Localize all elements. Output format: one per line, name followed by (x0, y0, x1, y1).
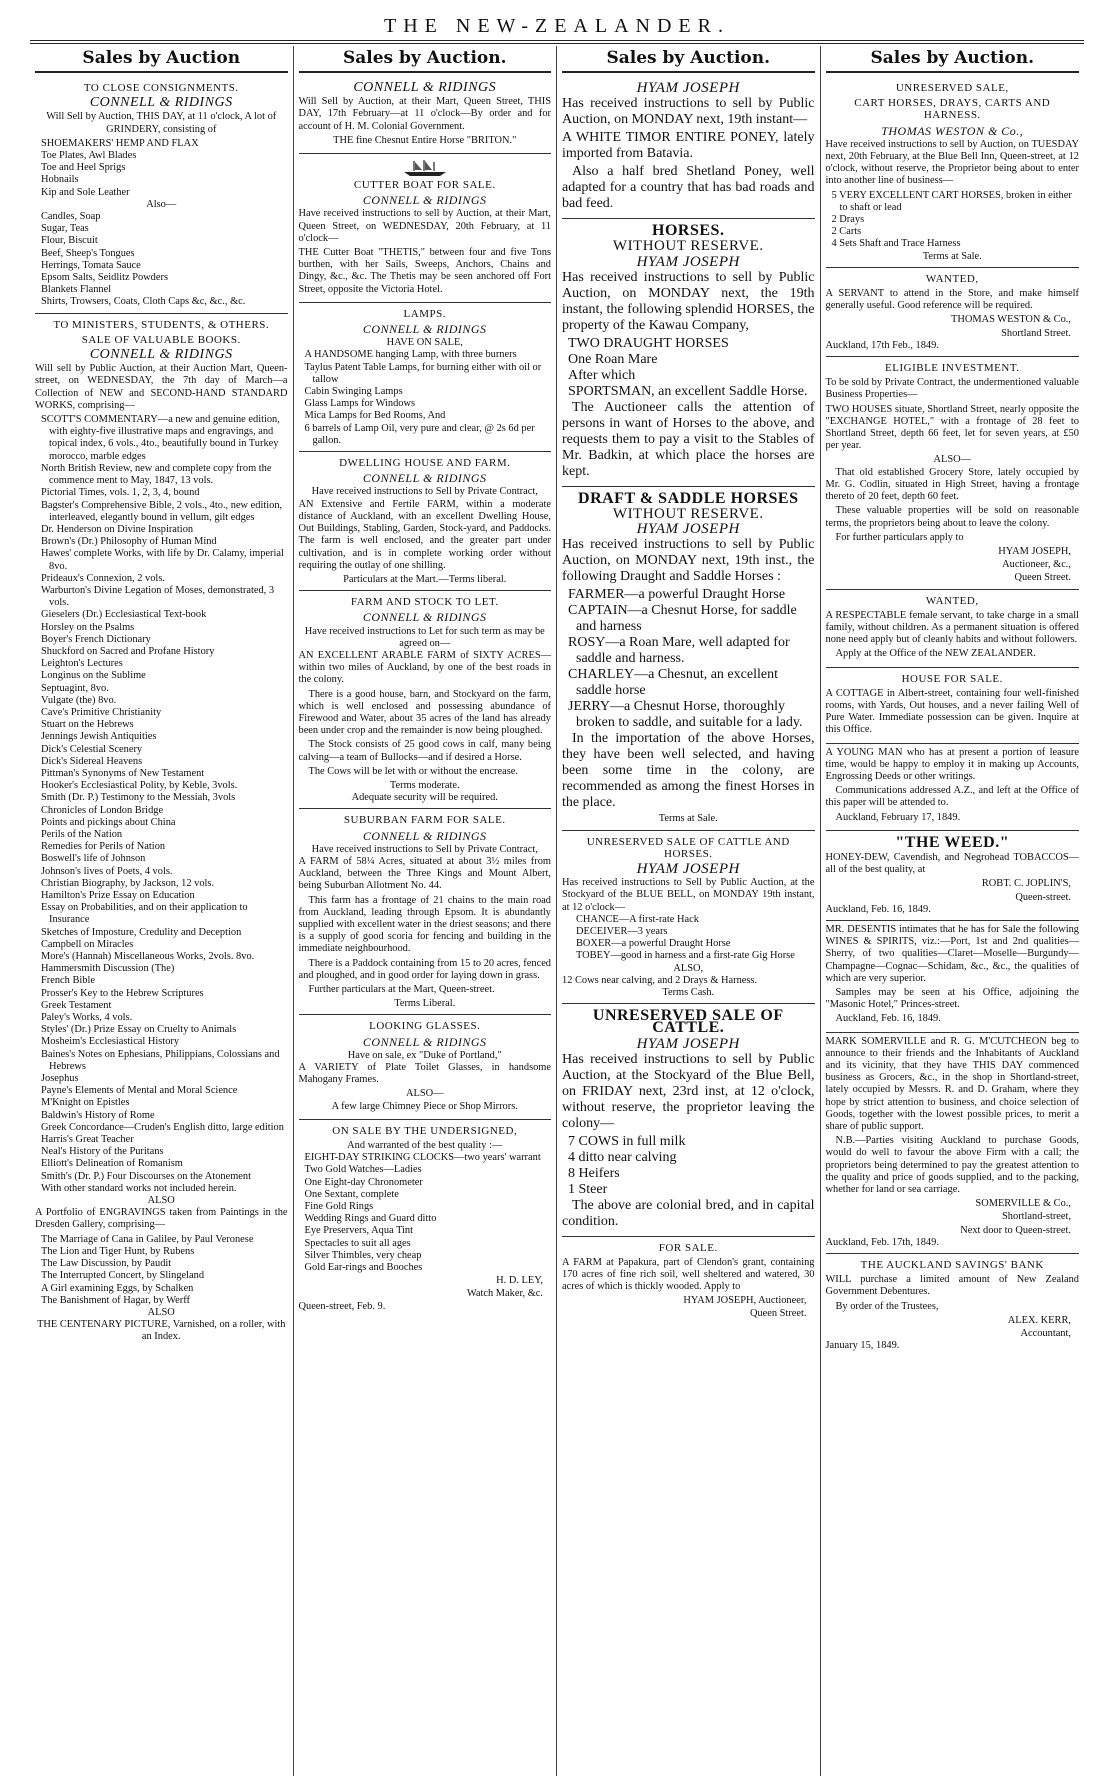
ad-title: ELIGIBLE INVESTMENT. (885, 362, 1020, 375)
ad-intro: Has received instructions to sell by Public Auction, at the Stockyard of the Blue Bell, on FRIDAY next, 23rd inst, at 12 o'clock, without reserve, the proprietor leaving the colony— (562, 1051, 815, 1131)
ad-subtitle: SALE OF VALUABLE BOOKS. (81, 333, 241, 346)
lamp-item: 6 barrels of Lamp Oil, very pure and clear, @ 2s 6d per gallon. (304, 422, 535, 446)
column-4 (821, 46, 1085, 1776)
book-item: French Bible (41, 975, 95, 987)
signature: HYAM JOSEPH, Auctioneer, (683, 1294, 807, 1306)
column-heading: Sales by Auction. (826, 46, 1080, 73)
ad-cart-horses (826, 77, 1080, 268)
ad-subtitle: And warranted of the best quality :— (347, 1140, 503, 1152)
engraving-item: The Banishment of Hagar, by Werff (41, 1294, 190, 1306)
horse-item: BOXER—a powerful Draught Horse (576, 938, 731, 950)
signature: Watch Maker, &c. (466, 1288, 543, 1300)
signature: SOMERVILLE & Co., (975, 1198, 1071, 1210)
horse-item: JERRY—a Chesnut Horse, thoroughly broken to saddle, and suitable for a lady. (568, 699, 803, 731)
ad-text: TWO HOUSES situate, Shortland Street, nearly opposite the "EXCHANGE HOTEL," with a frontage of 28 feet to Shortland Street, depth 66 feet, let for seven years, at £50 per year. (825, 403, 1079, 452)
book-item: Styles' (Dr.) Prize Essay on Cruelty to Animals (41, 1024, 237, 1036)
list-item: Candles, Soap (41, 211, 101, 223)
book-item: Essay on Probabilities, and on their application to Insurance (41, 902, 248, 926)
signature: Shortland-street, (1002, 1211, 1071, 1223)
ad-intro: Have received instructions to Sell by Private Contract, (311, 486, 538, 498)
lamp-item: A HANDSOME hanging Lamp, with three burners (304, 349, 517, 361)
book-item: Perils of the Nation (41, 828, 123, 840)
ad-intro: To be sold by Private Contract, the undermentioned valuable Business Properties— (825, 377, 1079, 401)
column-heading: Sales by Auction (35, 46, 288, 73)
ad-wanted-servant (826, 268, 1080, 357)
auctioneer: CONNELL & RIDINGS (362, 828, 487, 843)
clock-item: One Sextant, complete (304, 1188, 399, 1200)
horse-item: FARMER—a powerful Draught Horse (568, 587, 786, 603)
auctioneer: HYAM JOSEPH (636, 861, 740, 878)
ad-title: FOR SALE. (658, 1241, 718, 1254)
engraving-item: A Girl examining Eggs, by Schalken (41, 1282, 194, 1294)
ad-text: 12 Cows near calving, and 2 Drays & Harness. (562, 974, 758, 986)
book-item: Leighton's Lectures (41, 658, 123, 670)
ad-text: WILL purchase a limited amount of New Zealand Government Debentures. (825, 1274, 1079, 1298)
ship-icon (400, 159, 450, 177)
book-item: M'Knight on Epistles (41, 1097, 130, 1109)
column-1 (30, 46, 294, 1776)
book-item: Septuagint, 8vo. (41, 682, 109, 694)
auctioneer: CONNELL & RIDINGS (353, 80, 497, 95)
ad-text: Communications addressed A.Z., and left at the Office of this paper will be attended to. (825, 785, 1079, 809)
ad-foot: Terms Cash. (662, 987, 715, 999)
list-item: Kip and Sole Leather (41, 186, 130, 198)
list-item: Shirts, Trowsers, Coats, Cloth Caps &c, &c., &c. (41, 296, 246, 308)
ad-text: The Auctioneer calls the attention of persons in want of Horses to the above, and requests them to pay a visit to the Stables of Mr. Badkin, at which place the horses are kept. (562, 399, 815, 479)
book-item: Boswell's life of Johnson (41, 853, 146, 865)
ad-briton-horse (299, 77, 552, 154)
clock-item: Spectacles to suit all ages (304, 1237, 411, 1249)
ad-dwelling-house (299, 452, 552, 591)
cattle-item: 8 Heifers (568, 1165, 620, 1181)
book-item: Horsley on the Psalms (41, 621, 135, 633)
book-item: Hammersmith Discussion (The) (41, 963, 175, 975)
auctioneer: HYAM JOSEPH (636, 521, 740, 538)
ad-cattle-horses (562, 831, 815, 1005)
ad-title: DRAFT & SADDLE HORSES (578, 489, 799, 507)
auctioneer: CONNELL & RIDINGS (89, 95, 233, 111)
book-item: Warburton's Divine Legation of Moses, demonstrated, 3 vols. (41, 584, 275, 609)
ad-title: CUTTER BOAT FOR SALE. (353, 179, 496, 192)
book-item: Harris's Great Teacher (41, 1134, 134, 1146)
column-heading: Sales by Auction. (562, 46, 815, 73)
ad-horses (562, 219, 815, 487)
auctioneer: THOMAS WESTON & Co., (881, 123, 1024, 138)
ad-title: HORSES. (652, 222, 725, 240)
ad-title: ON SALE BY THE UNDERSIGNED, (332, 1124, 518, 1137)
ad-text: Have received instructions to sell by Auction, at their Mart, Queen Street, on WEDNESDAY, 20th February, at 11 o'clock— (298, 208, 551, 244)
book-item: North British Review, new and complete copy from the commence ment to May, 1847, 13 vols. (41, 462, 272, 487)
ad-suburban-farm (299, 809, 552, 1015)
ad-intro: Have received instructions to Sell by Private Contract, (311, 843, 538, 855)
ad-text: MARK SOMERVILLE and R. G. M'CUTCHEON beg to announce to their friends and the Inhabitants of Auckland and its vicinity, that they have THIS DAY commenced business as Grocers, &c., in the shop in Shortland-street, lately occupied by Messrs. R. and D. Graham, where they hope by strict attention to business, and choice selection of Goods, together with the lowest possible prices, to merit a share of public support. (825, 1035, 1079, 1133)
ad-text: The Cows will be let with or without the encrease. (308, 765, 518, 777)
book-item: Elliott's Delineation of Romanism (41, 1158, 183, 1170)
also-label: ALSO— (933, 454, 972, 466)
signature: Queen-street. (1015, 891, 1071, 903)
cattle-item: 7 COWS in full milk (568, 1133, 686, 1149)
ad-farm-papakura (562, 1237, 815, 1324)
ad-subtitle: CART HORSES, DRAYS, CARTS AND HARNESS. (854, 97, 1051, 122)
ad-text: For further particulars apply to (835, 531, 964, 543)
book-item: SCOTT'S COMMENTARY—a new and genuine edition, with eighty-five illustrative maps and engravings, and topical index, 6 vols., 4to., beautifully bound in Turkey morocco, marble edges (41, 414, 280, 462)
signature: Queen Street. (749, 1307, 807, 1319)
auctioneer: HYAM JOSEPH (636, 80, 740, 96)
book-item: Chronicles of London Bridge (41, 804, 164, 816)
book-item: Paley's Works, 4 vols. (41, 1012, 133, 1024)
ad-title: TO MINISTERS, STUDENTS, & OTHERS. (53, 318, 270, 331)
portfolio-text: A Portfolio of ENGRAVINGS taken from Paintings in the Dresden Gallery, comprising— (35, 1207, 288, 1231)
horse-item: CAPTAIN—a Chesnut Horse, for saddle and harness (568, 603, 797, 635)
clock-item: Eye Preservers, Aqua Tint (304, 1225, 414, 1237)
also-label: ALSO— (405, 1088, 444, 1100)
book-item: Prosser's Key to the Hebrew Scriptures (41, 987, 204, 999)
ad-title: DWELLING HOUSE AND FARM. (339, 457, 511, 470)
engraving-item: The Marriage of Cana in Galilee, by Paul Veronese (41, 1233, 254, 1245)
cattle-item: 1 Steer (568, 1181, 608, 1197)
ad-cutter-boat (299, 154, 552, 303)
horse-item: CHARLEY—a Chesnut, an excellent saddle horse (568, 667, 778, 699)
ad-text: A few large Chimney Piece or Shop Mirrors. (331, 1100, 518, 1112)
book-item: Pictorial Times, vols. 1, 2, 3, 4, bound (41, 487, 200, 499)
ad-text: A YOUNG MAN who has at present a portion of leasure time, would be happy to employ it in making up Accounts, Engrossing Deeds or other writings. (825, 746, 1079, 782)
ad-text: Samples may be seen at his Office, adjoining the "Masonic Hotel," Princes-street. (825, 987, 1079, 1011)
list-item: 2 Drays (831, 214, 865, 226)
auctioneer: CONNELL & RIDINGS (89, 347, 233, 363)
dateline: Auckland, 17th Feb., 1849. (825, 339, 939, 351)
ad-lamps (299, 303, 552, 452)
book-item: Dick's Sidereal Heavens (41, 755, 143, 767)
book-item: Josephus (41, 1073, 79, 1085)
ad-foot: Particulars at the Mart.—Terms liberal. (343, 573, 507, 585)
horse-item: One Roan Mare (568, 351, 658, 367)
horse-item: DECEIVER—3 years (576, 926, 668, 938)
book-item: Stuart on the Hebrews (41, 719, 134, 731)
book-item: With other standard works not included herein. (41, 1182, 237, 1194)
ad-text: N.B.—Parties visiting Auckland to purchase Goods, would do well to favour the above Firm with a call; the proprietors being determined to pay the greatest attention to the quality and price of goods supplied, and to the packing, whether for land or sea carriage. (825, 1135, 1079, 1196)
ad-intro: Has received instructions to sell by Public Auction, on MONDAY next, the 19th instant, the following splendid HORSES, the property of the Kawau Company, (562, 269, 815, 333)
list-item: Herrings, Tomata Sauce (41, 259, 141, 271)
auctioneer: CONNELL & RIDINGS (362, 610, 487, 625)
list-item: Hobnails (41, 174, 79, 186)
ad-title: UNRESERVED SALE OF CATTLE. (592, 1007, 784, 1037)
also-label: ALSO, (673, 962, 704, 974)
ad-text: Apply at the Office of the NEW ZEALANDER. (835, 648, 1036, 660)
lamp-item: Mica Lamps for Bed Rooms, And (304, 410, 446, 422)
ad-title: "THE WEED." (895, 833, 1010, 851)
ad-foot: Terms at Sale. (922, 250, 982, 262)
book-item: Campbell on Miracles (41, 938, 134, 950)
dateline: Auckland, Feb. 16, 1849. (825, 903, 931, 915)
book-item: Smith (Dr. P.) Testimony to the Messiah, 3vols (41, 792, 236, 804)
ad-text: A VARIETY of Plate Toilet Glasses, in handsome Mahogany Frames. (298, 1062, 551, 1086)
ad-clocks (299, 1120, 552, 1317)
book-item: Pittman's Synonyms of New Testament (41, 767, 205, 779)
book-item: Remedies for Perils of Nation (41, 841, 166, 853)
ad-text: That old established Grocery Store, lately occupied by Mr. G. Codlin, situated in High Street, having a frontage thereto of 20 feet, depth 60 feet. (825, 466, 1079, 503)
engraving-item: The Law Discussion, by Paudit (41, 1258, 172, 1270)
book-item: Smith's (Dr. P.) Four Discourses on the Atonement (41, 1170, 251, 1182)
ad-foot: Terms moderate. (389, 779, 460, 791)
book-item: Shuckford on Sacred and Profane History (41, 645, 215, 657)
ad-text: HONEY-DEW, Cavendish, and Negrohead TOBACCOS—all of the best quality, at (825, 851, 1079, 876)
signature: Accountant, (1020, 1328, 1071, 1340)
ad-intro: Has received instructions to sell by Public Auction, on MONDAY next, 19th inst., the following Draught and Saddle Horses : (562, 537, 815, 585)
ad-text: The above are colonial bred, and in capital condition. (562, 1197, 815, 1229)
ad-text: AN Extensive and Fertile FARM, within a moderate distance of Auckland, with an excellent Dwelling House, Out Buildings, Stabling, Garden, Stock-yard, and Paddocks. The farm is well enclosed, and the greater part under cultivation, and is in complete working order without requiring the outlay of one shilling. (298, 498, 551, 571)
ad-title: HOUSE FOR SALE. (901, 672, 1003, 685)
ad-text: The Stock consists of 25 good cows in calf, many being calving—a team of Bullocks—and if desired a Horse. (298, 739, 551, 763)
ad-note: HAVE ON SALE, (386, 337, 463, 349)
list-item: Beef, Sheep's Tongues (41, 247, 135, 259)
ad-text: A FARM at Papakura, part of Clendon's grant, containing 170 acres of fine rich soil, well sheltered and watered, 30 acres of which is thickly wooded. Apply to (562, 1257, 815, 1293)
list-item: Blankets Flannel (41, 284, 112, 296)
signature: THOMAS WESTON & Co., (951, 314, 1071, 326)
ad-intro: Have on sale, ex "Duke of Portland," (347, 1049, 502, 1061)
book-item: Payne's Elements of Mental and Moral Science (41, 1085, 238, 1097)
book-item: Boyer's French Dictionary (41, 633, 151, 645)
ad-foot: Terms Liberal. (394, 998, 456, 1010)
ad-text: These valuable properties will be sold on reasonable terms, the proprietors being about to leave the colony. (825, 505, 1079, 529)
lamp-item: Cabin Swinging Lamps (304, 386, 403, 398)
ad-title: SUBURBAN FARM FOR SALE. (343, 814, 506, 827)
list-item: Toe Plates, Awl Blades (41, 150, 137, 162)
book-item: Prideaux's Connexion, 2 vols. (41, 572, 165, 584)
ad-text: MR. DESENTIS intimates that he has for Sale the following WINES & SPIRITS, viz.:—Port, 1st and 2nd qualities—Sherry, of two qualities—Claret—Moselle—Burgundy—Champagne—Cognac—Schidam, &c., &c., the qualities of which are very superior. (825, 923, 1079, 984)
ad-desentis-wines (826, 921, 1080, 1033)
book-item: Hawes' complete Works, with life by Dr. Calamy, imperial 8vo. (41, 548, 284, 572)
signature: ROBT. C. JOPLIN'S, (981, 878, 1071, 890)
cattle-item: 4 ditto near calving (568, 1149, 677, 1165)
clock-item: Gold Ear-rings and Booches (304, 1262, 423, 1274)
dateline: Auckland, February 17, 1849. (835, 811, 961, 823)
ad-subtitle: WITHOUT RESERVE. (612, 238, 764, 255)
ad-foot: Terms at Sale. (658, 813, 718, 825)
signature: H. D. LEY, (496, 1275, 543, 1287)
book-item: Vulgate (the) 8vo. (41, 694, 117, 706)
ad-intro: Will Sell by Auction, THIS DAY, at 11 o'clock, A lot of GRINDERY, consisting of (46, 111, 277, 135)
book-item: More's (Hannah) Miscellaneous Works, 2vols. 8vo. (41, 951, 255, 963)
masthead-rule (30, 40, 1084, 44)
column-3 (557, 46, 821, 1776)
book-item: Baines's Notes on Ephesians, Philippians, Colossians and Hebrews (41, 1048, 280, 1072)
book-item: Cave's Primitive Christianity (41, 706, 162, 718)
ad-foot: Adequate security will be required. (351, 792, 498, 804)
ad-text: A COTTAGE in Albert-street, containing four well-finished rooms, with Yards, Out houses, and a never failing Well of Pure Water. Immediate possession can be given. Inquire at this Office. (825, 687, 1079, 736)
book-item: Hooker's Ecclesiastical Polity, by Keble, 3vols. (41, 780, 238, 792)
picture-text: THE CENTENARY PICTURE, Varnished, on a roller, with an Index. (37, 1319, 286, 1343)
ad-text: Also a half bred Shetland Poney, well adapted for a country that has bad roads and bad feed. (562, 164, 815, 212)
ad-title: THE AUCKLAND SAVINGS' BANK (860, 1259, 1044, 1272)
ad-eligible-investment (826, 357, 1080, 589)
book-item: Gieselers (Dr.) Ecclesiastical Text-book (41, 609, 207, 621)
ad-title: LOOKING GLASSES. (369, 1020, 481, 1033)
signature: Auctioneer, &c., (1002, 559, 1071, 571)
dateline: January 15, 1849. (825, 1340, 900, 1352)
signature: ALEX. KERR, (1007, 1314, 1071, 1326)
ad-text: AN EXCELLENT ARABLE FARM of SIXTY ACRES—within two miles of Auckland, by one of the best roads in the colony. (298, 649, 551, 686)
book-item: Neal's History of the Puritans (41, 1146, 164, 1158)
book-item: Brown's (Dr.) Philosophy of Human Mind (41, 536, 217, 548)
dateline: Auckland, Feb. 17th, 1849. (825, 1236, 939, 1248)
ad-close-consignments (35, 77, 288, 314)
ad-the-weed (826, 831, 1080, 921)
auctioneer: HYAM JOSEPH (636, 253, 740, 270)
ad-text: A WHITE TIMOR ENTIRE PONEY, lately imported from Batavia. (562, 130, 815, 162)
column-2 (294, 46, 558, 1776)
also-label: ALSO (147, 1306, 175, 1318)
ad-somerville (826, 1033, 1080, 1254)
ad-text: A RESPECTABLE female servant, to take charge in a small family, without children. As a permanent situation is offered none need apply but of cleanly habits and without followers. (825, 609, 1079, 646)
ad-text: A FARM of 58¼ Acres, situated at about 3½ miles from Auckland, between the Three Kings and Mount Albert, being Suburban Allotment No. 44. (298, 855, 551, 892)
clock-item: One Eight-day Chronometer (304, 1176, 423, 1188)
list-item: SHOEMAKERS' HEMP AND FLAX (41, 137, 199, 149)
ad-subtitle: WITHOUT RESERVE. (612, 506, 764, 523)
ad-text: Further particulars at the Mart, Queen-street. (308, 984, 495, 995)
ad-title: WANTED, (925, 272, 979, 285)
ad-title: FARM AND STOCK TO LET. (350, 596, 499, 609)
column-heading: Sales by Auction. (299, 46, 552, 73)
ad-text: By order of the Trustees, (835, 1300, 939, 1312)
engraving-item: The Interrupted Concert, by Slingeland (41, 1270, 205, 1282)
clock-item: Two Gold Watches—Ladies (304, 1164, 422, 1176)
ad-valuable-books (35, 314, 288, 1348)
ad-item: THE fine Chesnut Entire Horse "BRITON." (333, 134, 517, 146)
ad-title: WANTED, (925, 594, 979, 607)
lamp-item: Taylus Patent Table Lamps, for burning either with oil or tallow (304, 361, 542, 385)
ad-text: There is a Paddock containing from 15 to 20 acres, fenced and ploughed, and in good order for laying down in grass. (298, 957, 551, 981)
also-label: ALSO (147, 1195, 175, 1207)
signature: Next door to Queen-street. (960, 1224, 1071, 1236)
list-item: Toe and Heel Sprigs (41, 162, 126, 174)
ad-intro: Have received instructions to Let for such term as may be agreed on— (304, 625, 545, 649)
book-item: Dr. Henderson on Divine Inspiration (41, 523, 194, 535)
ad-wanted-female (826, 590, 1080, 668)
book-item: Christian Biography, by Jackson, 12 vols. (41, 877, 215, 889)
ad-house-for-sale (826, 668, 1080, 744)
auctioneer: CONNELL & RIDINGS (362, 1034, 487, 1049)
signature: Shortland Street. (1001, 327, 1071, 339)
ad-text: In the importation of the above Horses, they have been well selected, and having been some time in the colony, are recommended as among the finest Horses in the place. (562, 731, 815, 811)
dateline: Queen-street, Feb. 9. (298, 1300, 386, 1312)
list-item: Sugar, Teas (41, 223, 89, 235)
horse-item: After which (568, 367, 636, 383)
ad-draft-saddle-horses (562, 487, 815, 831)
book-item: Johnson's lives of Poets, 4 vols. (41, 865, 173, 877)
signature: HYAM JOSEPH, (998, 545, 1071, 557)
ad-title: UNRESERVED SALE OF CATTLE AND HORSES. (586, 835, 790, 860)
ad-text: A SERVANT to attend in the Store, and make himself generally useful. Good reference will be required. (825, 288, 1079, 312)
book-item: Sketches of Imposture, Credulity and Deception (41, 926, 242, 938)
list-item: 5 VERY EXCELLENT CART HORSES, broken in either to shaft or lead (831, 189, 1072, 213)
ad-title: TO CLOSE CONSIGNMENTS. (83, 82, 239, 94)
ad-intro: Has received instructions to sell by Public Auction, on MONDAY next, 19th instant— (562, 96, 815, 128)
ad-text: There is a good house, barn, and Stockyard on the farm, which is well enclosed and possessing abundance of Firewood and Water, about 35 acres of the land has already been under crop and the remainder is now being ploughed. (298, 688, 551, 737)
horse-item: SPORTSMAN, an excellent Saddle Horse. (568, 383, 808, 399)
book-item: Dick's Celestial Scenery (41, 743, 143, 755)
columns (30, 46, 1084, 1776)
clock-item: Wedding Rings and Guard ditto (304, 1213, 437, 1225)
ad-intro: Have received instructions to sell by Auction, on TUESDAY next, 20th February, at the Blue Bell Inn, Queen-street, at 12 o'clock, without reserve, the Proprietor being about to enter into another line of business— (825, 138, 1079, 187)
ad-title: UNRESERVED SALE, (895, 82, 1009, 94)
ad-intro: Has received instructions to Sell by Public Auction, at the Stockyard of the BLUE BELL, on MONDAY 19th instant, at 12 o'clock— (562, 877, 815, 913)
ad-looking-glasses (299, 1015, 552, 1119)
list-item: Flour, Biscuit (41, 235, 98, 247)
book-item: Greek Testament (41, 999, 112, 1011)
dateline: Auckland, Feb. 16, 1849. (835, 1013, 941, 1025)
ad-text: Will Sell by Auction, at their Mart, Queen Street, THIS DAY, 17th February—at 11 o'clock—By order and for account of H. M. Colonial Government. (298, 96, 551, 132)
horse-item: CHANCE—A first-rate Hack (576, 913, 699, 925)
book-item: Bagster's Comprehensive Bible, 2 vols., 4to., new edition, interleaved, elegantly bound in vellum, gilt edges (41, 499, 283, 523)
clock-item: Fine Gold Rings (304, 1201, 374, 1213)
horse-item: TWO DRAUGHT HORSES (568, 335, 729, 351)
ad-title: LAMPS. (403, 307, 446, 320)
clock-item: Silver Thimbles, very cheap (304, 1249, 422, 1261)
auctioneer: CONNELL & RIDINGS (362, 322, 487, 337)
ad-cattle (562, 1004, 815, 1237)
horse-item: ROSY—a Roan Mare, well adapted for saddle and harness. (568, 635, 790, 667)
auctioneer: CONNELL & RIDINGS (362, 471, 487, 486)
auctioneer: CONNELL & RIDINGS (362, 193, 487, 208)
ad-timor-poney (562, 77, 815, 219)
book-item: Points and pickings about China (41, 816, 176, 828)
ad-farm-to-let (299, 591, 552, 809)
book-item: Longinus on the Sublime (41, 670, 146, 682)
list-item: 4 Sets Shaft and Trace Harness (831, 238, 961, 250)
ad-savings-bank (826, 1254, 1080, 1356)
book-item: Baldwin's History of Rome (41, 1109, 155, 1121)
ad-intro: Will sell by Public Auction, at their Auction Mart, Queen-street, on WEDNESDAY, the 7th day of March—a Collection of NEW and SECOND-HAND STANDARD WORKS, comprising— (35, 363, 288, 411)
list-item: Epsom Salts, Seidlitz Powders (41, 272, 168, 284)
book-item: Hamilton's Prize Essay on Education (41, 890, 195, 901)
list-item: 2 Carts (831, 226, 862, 238)
ad-young-man (826, 744, 1080, 831)
signature: Queen Street. (1014, 572, 1071, 584)
ad-body: THE Cutter Boat "THETIS," between four and five Tons burthen, with her Sails, Sweeps, Anchors, Chains and Dingy, &c., &c. The Thetis may be seen anchored off Fort Street, opposite the Victoria Hotel. (298, 247, 551, 295)
list-item: Also— (146, 198, 177, 210)
book-item: Mosheim's Ecclesiastical History (41, 1036, 180, 1048)
ad-text: This farm has a frontage of 21 chains to the main road from Auckland, leading through Epsom. It is abundantly supplied with excellent water in the driest seasons; and there is a supply of good scoria for fencing and building in the immediate neighbourhood. (298, 894, 551, 955)
book-item: Jennings Jewish Antiquities (41, 731, 157, 743)
engraving-item: The Lion and Tiger Hunt, by Rubens (41, 1245, 195, 1257)
horse-item: TOBEY—good in harness and a first-rate Gig Horse (576, 950, 795, 962)
book-item: Greek Concordance—Cruden's English ditto, large edition (41, 1121, 284, 1133)
auctioneer: HYAM JOSEPH (636, 1035, 740, 1052)
lamp-item: Glass Lamps for Windows (304, 398, 416, 410)
clock-item: EIGHT-DAY STRIKING CLOCKS—two years' warrant (304, 1152, 541, 1164)
masthead: THE NEW-ZEALANDER. (384, 15, 730, 37)
